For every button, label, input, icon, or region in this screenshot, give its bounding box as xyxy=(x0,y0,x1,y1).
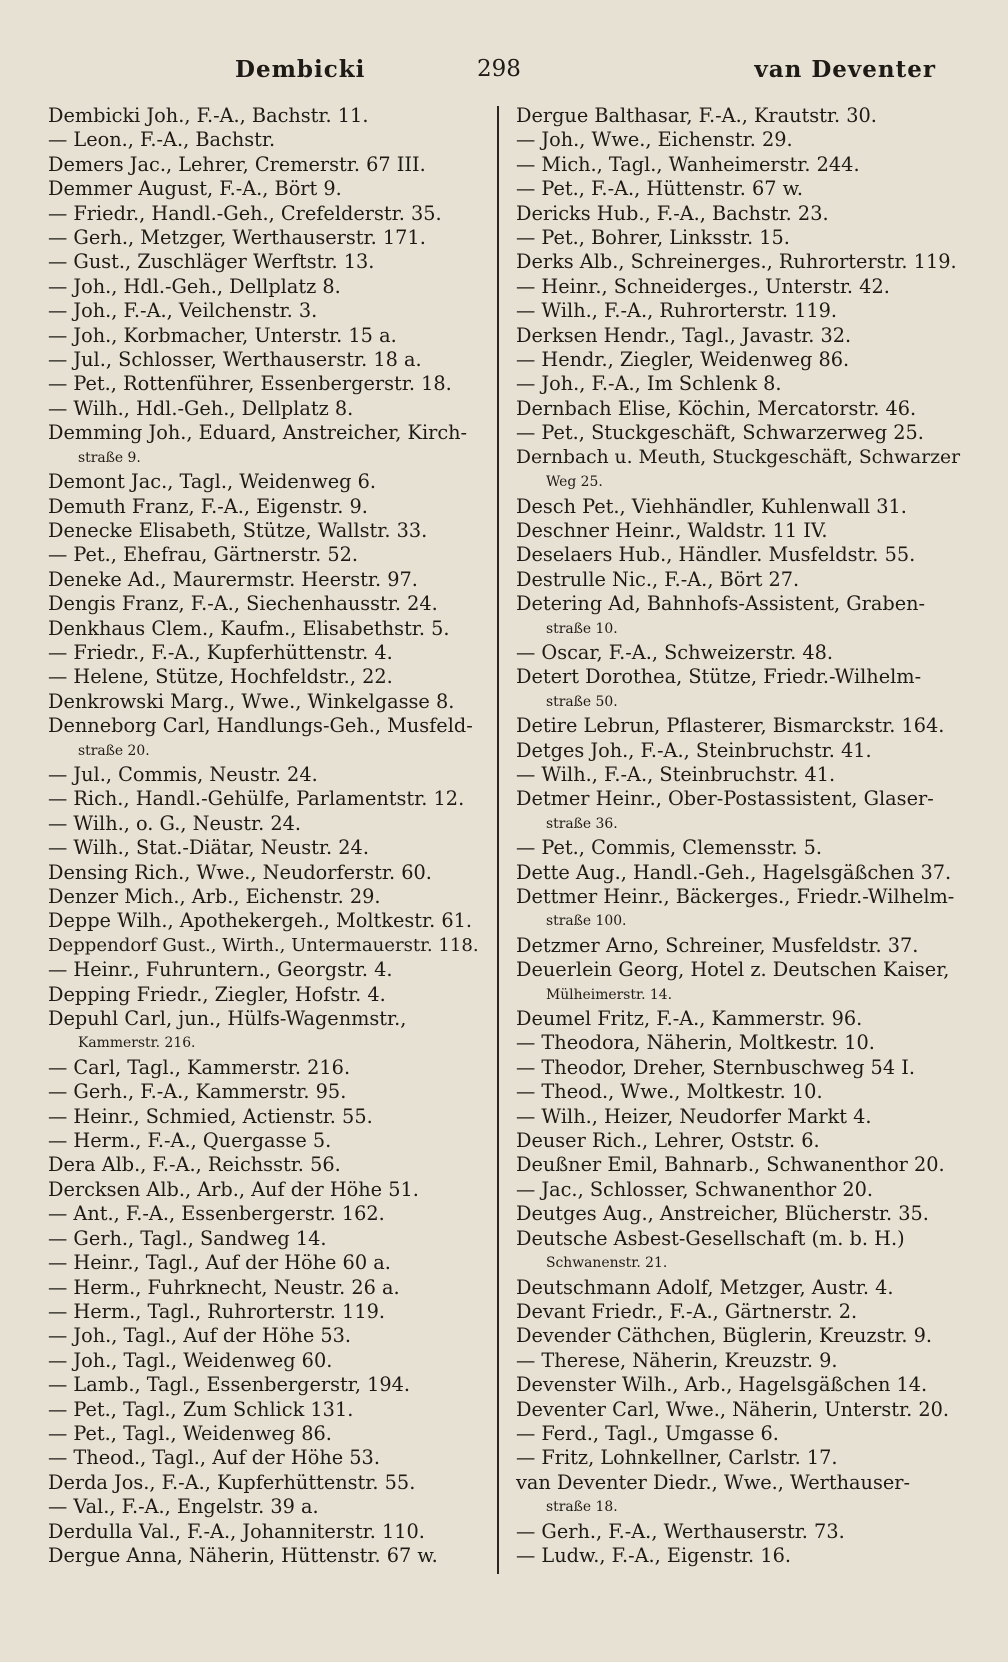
directory-entry: Denzer Mich., Arb., Eichenstr. 29. xyxy=(48,885,381,908)
directory-entry: — Joh., Korbmacher, Unterstr. 15 a. xyxy=(48,323,397,347)
directory-entry: Deuser Rich., Lehrer, Oststr. 6. xyxy=(516,1129,820,1153)
directory-entry: Denneborg Carl, Handlungs-Geh., Musfeld- xyxy=(48,714,473,738)
directory-entry: Deutges Aug., Anstreicher, Blücherstr. 35. xyxy=(516,1202,929,1226)
directory-entry: Detmer Heinr., Ober-Postassistent, Glaser- xyxy=(516,787,934,811)
directory-entry: — Pet., Tagl., Zum Schlick 131. xyxy=(48,1397,354,1421)
directory-entry-continuation: Weg 25. xyxy=(546,474,603,491)
directory-entry: — Pet., Tagl., Weidenweg 86. xyxy=(48,1421,332,1445)
directory-entry-continuation: straße 18. xyxy=(546,1499,618,1516)
directory-entry: — Friedr., F.-A., Kupferhüttenstr. 4. xyxy=(48,640,393,664)
directory-entry: — Jul., Commis, Neustr. 24. xyxy=(48,762,318,786)
directory-entry: — Rich., Handl.-Gehülfe, Parlamentstr. 12. xyxy=(48,787,465,811)
directory-entry: van Deventer Diedr., Wwe., Werthauser- xyxy=(516,1470,911,1494)
directory-entry: Denkhaus Clem., Kaufm., Elisabethstr. 5. xyxy=(48,616,450,640)
directory-entry: — Lamb., Tagl., Essenbergerstr, 194. xyxy=(48,1373,411,1397)
directory-entry: Deventer Carl, Wwe., Näherin, Unterstr. 20. xyxy=(516,1397,950,1421)
directory-entry: Deppendorf Gust., Wirth., Untermauerstr. 118. xyxy=(48,934,479,956)
directory-entry: Detert Dorothea, Stütze, Friedr.-Wilhelm- xyxy=(516,665,922,689)
directory-entry-continuation: Schwanenstr. 21. xyxy=(546,1255,668,1272)
directory-entry: — Ferd., Tagl., Umgasse 6. xyxy=(516,1421,779,1445)
directory-entry: — Theod., Tagl., Auf der Höhe 53. xyxy=(48,1446,380,1470)
directory-entry: Derda Jos., F.-A., Kupferhüttenstr. 55. xyxy=(48,1470,416,1494)
running-head-left: Dembicki xyxy=(235,56,366,83)
directory-entry: — Pet., Rottenführer, Essenbergerstr. 18. xyxy=(48,372,452,396)
right-column xyxy=(516,104,962,1568)
directory-entry: Devender Cäthchen, Büglerin, Kreuzstr. 9. xyxy=(516,1324,932,1348)
directory-entry: — Herm., F.-A., Quergasse 5. xyxy=(48,1129,332,1153)
directory-entry: Detering Ad, Bahnhofs-Assistent, Graben- xyxy=(516,592,926,616)
directory-entry: Deutsche Asbest-Gesellschaft (m. b. H.) xyxy=(516,1226,905,1250)
directory-entry: — Wilh., F.-A., Ruhrorterstr. 119. xyxy=(516,299,838,323)
directory-entry: Dettmer Heinr., Bäckerges., Friedr.-Wilhelm- xyxy=(516,885,955,908)
directory-entry: Derdulla Val., F.-A., Johanniterstr. 110. xyxy=(48,1519,425,1543)
directory-entry: Dembicki Joh., F.-A., Bachstr. 11. xyxy=(48,104,369,127)
directory-entry: — Joh., Wwe., Eichenstr. 29. xyxy=(516,128,793,152)
directory-entry: Detire Lebrun, Pflasterer, Bismarckstr. 164. xyxy=(516,714,945,738)
directory-entry: — Herm., Tagl., Ruhrorterstr. 119. xyxy=(48,1299,385,1323)
directory-entry: — Gerh., Tagl., Sandweg 14. xyxy=(48,1226,327,1250)
running-head-right: van Deventer xyxy=(754,56,936,83)
directory-entry: Detges Joh., F.-A., Steinbruchstr. 41. xyxy=(516,738,872,762)
directory-entry-continuation: straße 9. xyxy=(78,449,141,466)
directory-entry: — Friedr., Handl.-Geh., Crefelderstr. 35. xyxy=(48,201,442,225)
directory-entry: Derksen Hendr., Tagl., Javastr. 32. xyxy=(516,323,852,347)
directory-entry: — Ant., F.-A., Essenbergerstr. 162. xyxy=(48,1202,385,1226)
directory-entry: — Ludw., F.-A., Eigenstr. 16. xyxy=(516,1543,791,1567)
directory-entry: Demers Jac., Lehrer, Cremerstr. 67 III. xyxy=(48,152,426,176)
directory-entry: Deschner Heinr., Waldstr. 11 IV. xyxy=(516,518,828,542)
directory-entry: Dericks Hub., F.-A., Bachstr. 23. xyxy=(516,201,829,225)
directory-entry: — Gerh., Metzger, Werthauserstr. 171. xyxy=(48,226,426,250)
left-column xyxy=(48,104,480,1568)
directory-entry-continuation: straße 10. xyxy=(546,620,618,637)
directory-entry-continuation: straße 50. xyxy=(546,693,618,710)
directory-entry: — Wilh., o. G., Neustr. 24. xyxy=(48,811,302,835)
directory-entry: — Helene, Stütze, Hochfeldstr., 22. xyxy=(48,665,393,689)
directory-entry: — Pet., F.-A., Hüttenstr. 67 w. xyxy=(516,177,803,201)
directory-entry: — Hendr., Ziegler, Weidenweg 86. xyxy=(516,348,850,372)
directory-entry-continuation: Mülheimerstr. 14. xyxy=(546,986,672,1003)
directory-entry: — Heinr., Schneiderges., Unterstr. 42. xyxy=(516,274,890,298)
directory-entry: — Theodor, Dreher, Sternbuschweg 54 I. xyxy=(516,1055,915,1079)
directory-entry: — Jul., Schlosser, Werthauserstr. 18 a. xyxy=(48,348,422,372)
directory-entry: — Joh., Hdl.-Geh., Dellplatz 8. xyxy=(48,274,341,298)
directory-entry: — Theodora, Näherin, Moltkestr. 10. xyxy=(516,1031,875,1055)
directory-entry: Demmer August, F.-A., Bört 9. xyxy=(48,177,342,201)
directory-entry: — Joh., F.-A., Veilchenstr. 3. xyxy=(48,299,318,323)
directory-entry: Depuhl Carl, jun., Hülfs-Wagenmstr., xyxy=(48,1007,407,1031)
directory-entry: Detzmer Arno, Schreiner, Musfeldstr. 37. xyxy=(516,933,919,957)
directory-entry: — Pet., Commis, Clemensstr. 5. xyxy=(516,836,823,860)
directory-entry: — Heinr., Tagl., Auf der Höhe 60 a. xyxy=(48,1251,391,1275)
directory-entry: — Joh., Tagl., Weidenweg 60. xyxy=(48,1348,333,1372)
directory-entry: Denkrowski Marg., Wwe., Winkelgasse 8. xyxy=(48,689,455,713)
directory-entry: — Wilh., Heizer, Neudorfer Markt 4. xyxy=(516,1104,872,1128)
directory-entry-continuation: straße 36. xyxy=(546,815,618,832)
directory-entry: Deutschmann Adolf, Metzger, Austr. 4. xyxy=(516,1275,894,1299)
directory-entry: Deselaers Hub., Händler. Musfeldstr. 55. xyxy=(516,543,916,567)
directory-entry: — Pet., Ehefrau, Gärtnerstr. 52. xyxy=(48,543,359,567)
directory-entry: Deppe Wilh., Apothekergeh., Moltkestr. 61. xyxy=(48,909,473,933)
directory-entry: Destrulle Nic., F.-A., Bört 27. xyxy=(516,567,800,591)
directory-entry: — Wilh., F.-A., Steinbruchstr. 41. xyxy=(516,762,836,786)
directory-entry: — Val., F.-A., Engelstr. 39 a. xyxy=(48,1495,319,1519)
directory-entry: Deuerlein Georg, Hotel z. Deutschen Kaiser, xyxy=(516,958,950,982)
directory-entry: Dernbach u. Meuth, Stuckgeschäft, Schwarzer xyxy=(516,446,961,468)
directory-entry: — Fritz, Lohnkellner, Carlstr. 17. xyxy=(516,1446,838,1470)
directory-entry: Desch Pet., Viehhändler, Kuhlenwall 31. xyxy=(516,494,907,518)
page-header xyxy=(40,56,968,96)
directory-entry: Demont Jac., Tagl., Weidenweg 6. xyxy=(48,470,376,494)
directory-entry: Dernbach Elise, Köchin, Mercatorstr. 46. xyxy=(516,396,917,420)
directory-entry: — Wilh., Hdl.-Geh., Dellplatz 8. xyxy=(48,396,354,420)
directory-entry: Dergue Anna, Näherin, Hüttenstr. 67 w. xyxy=(48,1543,438,1567)
directory-entry: Dergue Balthasar, F.-A., Krautstr. 30. xyxy=(516,104,877,127)
directory-entry-continuation: Kammerstr. 216. xyxy=(78,1035,196,1052)
directory-entry: Demming Joh., Eduard, Anstreicher, Kirch- xyxy=(48,421,468,445)
directory-entry: Dengis Franz, F.-A., Siechenhausstr. 24. xyxy=(48,592,438,616)
directory-entry: Devant Friedr., F.-A., Gärtnerstr. 2. xyxy=(516,1299,858,1323)
directory-entry: — Leon., F.-A., Bachstr. xyxy=(48,128,276,152)
directory-entry: — Gerh., F.-A., Kammerstr. 95. xyxy=(48,1080,347,1104)
directory-entry-continuation: straße 20. xyxy=(78,742,150,759)
directory-entry: — Therese, Näherin, Kreuzstr. 9. xyxy=(516,1348,838,1372)
directory-entry: — Theod., Wwe., Moltkestr. 10. xyxy=(516,1080,823,1104)
directory-entry: — Carl, Tagl., Kammerstr. 216. xyxy=(48,1055,351,1079)
directory-entry: — Mich., Tagl., Wanheimerstr. 244. xyxy=(516,152,860,176)
directory-entry: — Oscar, F.-A., Schweizerstr. 48. xyxy=(516,640,834,664)
directory-entry: — Wilh., Stat.-Diätar, Neustr. 24. xyxy=(48,836,369,860)
directory-entry: — Joh., Tagl., Auf der Höhe 53. xyxy=(48,1324,352,1348)
directory-entry: — Herm., Fuhrknecht, Neustr. 26 a. xyxy=(48,1275,400,1299)
directory-entry: Devenster Wilh., Arb., Hagelsgäßchen 14. xyxy=(516,1373,928,1397)
directory-entry: Dercksen Alb., Arb., Auf der Höhe 51. xyxy=(48,1177,419,1201)
directory-entry: Deußner Emil, Bahnarb., Schwanenthor 20. xyxy=(516,1153,945,1177)
column-divider xyxy=(497,106,499,1574)
directory-entry: Depping Friedr., Ziegler, Hofstr. 4. xyxy=(48,982,386,1006)
directory-entry: Dera Alb., F.-A., Reichsstr. 56. xyxy=(48,1153,341,1177)
directory-entry: Deneke Ad., Maurermstr. Heerstr. 97. xyxy=(48,567,418,591)
directory-entry: Densing Rich., Wwe., Neudorferstr. 60. xyxy=(48,860,432,884)
directory-entry: — Heinr., Fuhruntern., Georgstr. 4. xyxy=(48,958,393,982)
directory-entry: — Joh., F.-A., Im Schlenk 8. xyxy=(516,372,782,396)
directory-entry: Derks Alb., Schreinerges., Ruhrorterstr. 119. xyxy=(516,250,957,274)
directory-entry: Demuth Franz, F.-A., Eigenstr. 9. xyxy=(48,494,368,518)
directory-entry-continuation: straße 100. xyxy=(546,913,627,930)
directory-entry: Deumel Fritz, F.-A., Kammerstr. 96. xyxy=(516,1007,863,1031)
directory-entry: — Pet., Bohrer, Linksstr. 15. xyxy=(516,226,790,250)
directory-entry: Denecke Elisabeth, Stütze, Wallstr. 33. xyxy=(48,518,428,542)
directory-entry: — Gerh., F.-A., Werthauserstr. 73. xyxy=(516,1519,845,1543)
directory-entry: Dette Aug., Handl.-Geh., Hagelsgäßchen 37. xyxy=(516,860,952,884)
directory-entry: — Pet., Stuckgeschäft, Schwarzerweg 25. xyxy=(516,421,924,445)
page-number: 298 xyxy=(477,56,521,82)
directory-entry: — Jac., Schlosser, Schwanenthor 20. xyxy=(516,1177,874,1201)
directory-entry: — Gust., Zuschläger Werftstr. 13. xyxy=(48,250,375,274)
directory-entry: — Heinr., Schmied, Actienstr. 55. xyxy=(48,1104,373,1128)
